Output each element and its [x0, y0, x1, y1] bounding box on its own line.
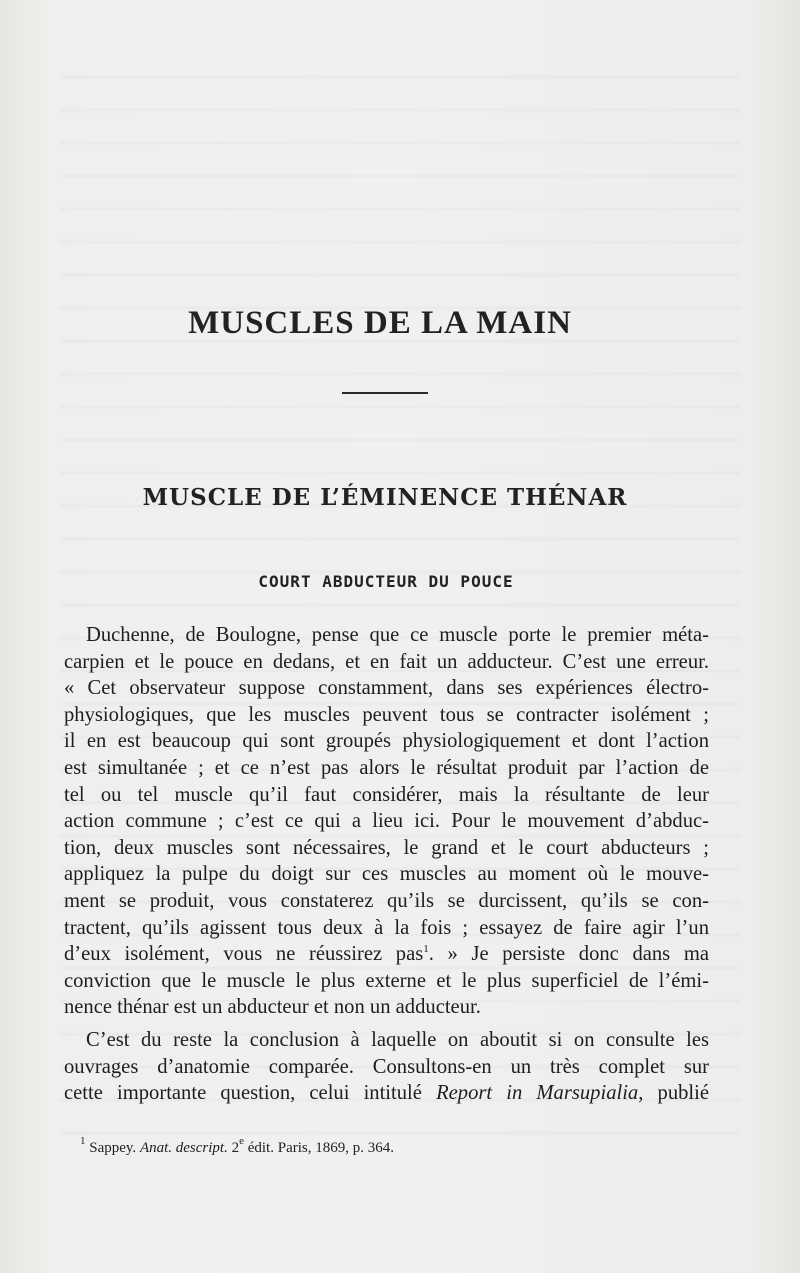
text-line — [64, 1080, 709, 1107]
footnote-ref: 1 — [423, 943, 429, 956]
text-line: ouvrages d’anatomie comparée. Consultons-en un très complet sur — [64, 1055, 709, 1078]
text-line: nence thénar est un abducteur et non un adducteur. — [64, 996, 481, 1019]
page-title: MUSCLES DE LA MAIN — [188, 305, 572, 341]
footnote-rest: édit. Paris, 1869, p. 364. — [247, 1140, 394, 1156]
text-line: ment se produit, vous constaterez qu’ils se durcissent, qu’ils se con- — [64, 889, 709, 912]
italic-title: Report in Marsupialia — [436, 1082, 639, 1105]
text-line: carpien et le pouce en dedans, et en fait un adducteur. C’est une erreur. — [64, 650, 709, 673]
text-fragment: , publié — [638, 1082, 709, 1105]
body-text — [64, 622, 709, 1107]
footnote-edition-sup: e — [239, 1135, 244, 1147]
footnote-marker: 1 — [80, 1135, 86, 1147]
footnote — [80, 1135, 720, 1157]
sub-heading: COURT ABDUCTEUR DU POUCE — [258, 572, 514, 591]
text-line: C’est du reste la conclusion à laquelle on aboutit si on consulte les — [86, 1028, 709, 1051]
footnote-work: Anat. descript. — [139, 1140, 228, 1156]
text-line: tel ou tel muscle qu’il faut considérer, mais la résultante de leur — [64, 783, 709, 806]
text-line: conviction que le muscle le plus externe et le plus superficiel de l’émi- — [64, 969, 709, 992]
text-line: tion, deux muscles sont nécessaires, le grand et le court abducteurs ; — [64, 836, 709, 859]
text-fragment: cette importante question, celui intitulé — [64, 1082, 422, 1105]
text-line: tractent, qu’ils agissent tous deux à la fois ; essayez de faire agir l’un — [64, 916, 709, 939]
section-heading: MUSCLE DE L’ÉMINENCE THÉNAR — [142, 484, 628, 511]
footnote-author: Sappey. — [89, 1140, 137, 1156]
paragraph-1 — [64, 622, 709, 1021]
text-line: Duchenne, de Boulogne, pense que ce muscle porte le premier méta- — [86, 624, 709, 646]
footnote-edition: 2 — [231, 1140, 240, 1156]
text-fragment: d’eux isolément, vous ne réussirez pas — [64, 943, 424, 966]
text-line: action commune ; c’est ce qui a lieu ici. Pour le mouvement d’abduc- — [64, 810, 709, 833]
text-line: physiologiques, que les muscles peuvent tous se contracter isolément ; — [64, 703, 709, 726]
text-line: appliquez la pulpe du doigt sur ces muscles au moment où le mouve- — [64, 863, 709, 886]
paragraph-2 — [64, 1027, 709, 1107]
title-rule — [342, 392, 428, 394]
text-line: il en est beaucoup qui sont groupés physiologiquement et dont l’action — [64, 730, 709, 753]
text-line: « Cet observateur suppose constamment, dans ses expériences électro- — [64, 677, 709, 700]
text-line: est simultanée ; et ce n’est pas alors le résultat produit par l’action de — [64, 756, 709, 779]
text-line — [64, 941, 709, 968]
text-fragment: . » Je persiste donc dans ma — [428, 943, 709, 966]
